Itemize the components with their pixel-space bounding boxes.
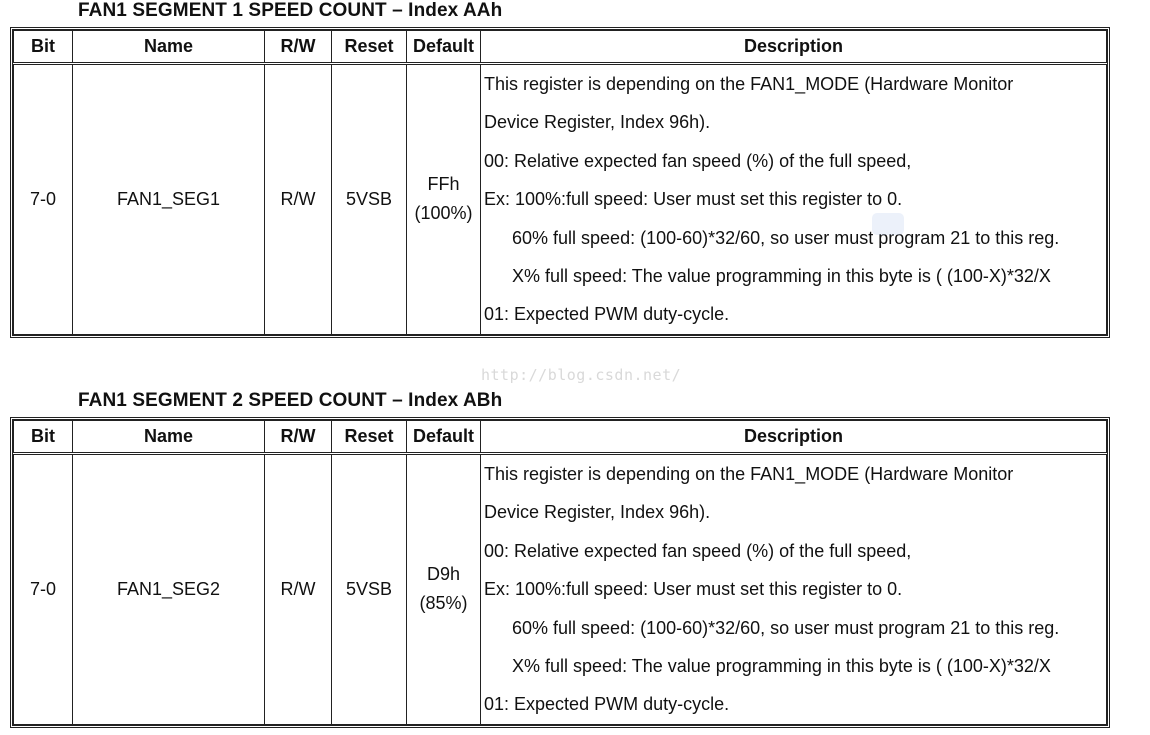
header-name: Name bbox=[73, 31, 265, 64]
cell-rw: R/W bbox=[265, 64, 332, 335]
header-description: Description bbox=[481, 31, 1107, 64]
cell-description bbox=[481, 64, 1107, 335]
description-line: Device Register, Index 96h). bbox=[484, 112, 711, 133]
cell-default bbox=[407, 64, 481, 335]
description-line: Ex: 100%:full speed: User must set this register to 0. bbox=[484, 579, 903, 600]
header-rw: R/W bbox=[265, 421, 332, 454]
register-1-title: FAN1 SEGMENT 1 SPEED COUNT – Index AAh bbox=[78, 0, 503, 21]
cell-rw: R/W bbox=[265, 454, 332, 725]
description-line: X% full speed: The value programming in this byte is ( (100-X)*32/X bbox=[512, 655, 1051, 676]
header-default: Default bbox=[407, 421, 481, 454]
header-bit: Bit bbox=[14, 421, 73, 454]
description-line: Device Register, Index 96h). bbox=[484, 502, 711, 523]
description-line: 60% full speed: (100-60)*32/60, so user must program 21 to this reg. bbox=[512, 227, 1060, 248]
cell-name: FAN1_SEG1 bbox=[73, 64, 265, 335]
header-default: Default bbox=[407, 31, 481, 64]
description-line: This register is depending on the FAN1_MODE (Hardware Monitor bbox=[484, 74, 1014, 94]
cell-description bbox=[481, 454, 1107, 725]
description-line: 00: Relative expected fan speed (%) of the full speed, bbox=[484, 150, 912, 171]
cell-reset: 5VSB bbox=[332, 64, 407, 335]
default-hex: D9h bbox=[426, 564, 461, 585]
register-1-table bbox=[10, 27, 1110, 338]
header-rw: R/W bbox=[265, 31, 332, 64]
description-line: 60% full speed: (100-60)*32/60, so user must program 21 to this reg. bbox=[512, 617, 1060, 638]
header-name: Name bbox=[73, 421, 265, 454]
table-row bbox=[14, 64, 1107, 335]
description-line: Ex: 100%:full speed: User must set this register to 0. bbox=[484, 189, 903, 210]
description-line: 00: Relative expected fan speed (%) of the full speed, bbox=[484, 540, 912, 561]
table-header-row bbox=[14, 31, 1107, 64]
header-description: Description bbox=[481, 421, 1107, 454]
watermark-badge-icon bbox=[872, 213, 904, 235]
table-header-row bbox=[14, 421, 1107, 454]
header-bit: Bit bbox=[14, 31, 73, 64]
default-percent: (85%) bbox=[419, 593, 468, 614]
cell-default bbox=[407, 454, 481, 725]
header-reset: Reset bbox=[332, 31, 407, 64]
register-2-table bbox=[10, 417, 1110, 728]
table-row bbox=[14, 454, 1107, 725]
cell-bit: 7-0 bbox=[14, 64, 73, 335]
default-percent: (100%) bbox=[414, 203, 473, 224]
description-line: X% full speed: The value programming in this byte is ( (100-X)*32/X bbox=[512, 265, 1051, 286]
header-reset: Reset bbox=[332, 421, 407, 454]
cell-bit: 7-0 bbox=[14, 454, 73, 725]
cell-name: FAN1_SEG2 bbox=[73, 454, 265, 725]
description-line: This register is depending on the FAN1_MODE (Hardware Monitor bbox=[484, 464, 1014, 484]
watermark-text: http://blog.csdn.net/ bbox=[481, 366, 682, 384]
cell-reset: 5VSB bbox=[332, 454, 407, 725]
description-line: 01: Expected PWM duty-cycle. bbox=[484, 304, 730, 325]
default-hex: FFh bbox=[427, 174, 460, 195]
register-2-title: FAN1 SEGMENT 2 SPEED COUNT – Index ABh bbox=[78, 390, 503, 411]
description-line: 01: Expected PWM duty-cycle. bbox=[484, 694, 730, 715]
